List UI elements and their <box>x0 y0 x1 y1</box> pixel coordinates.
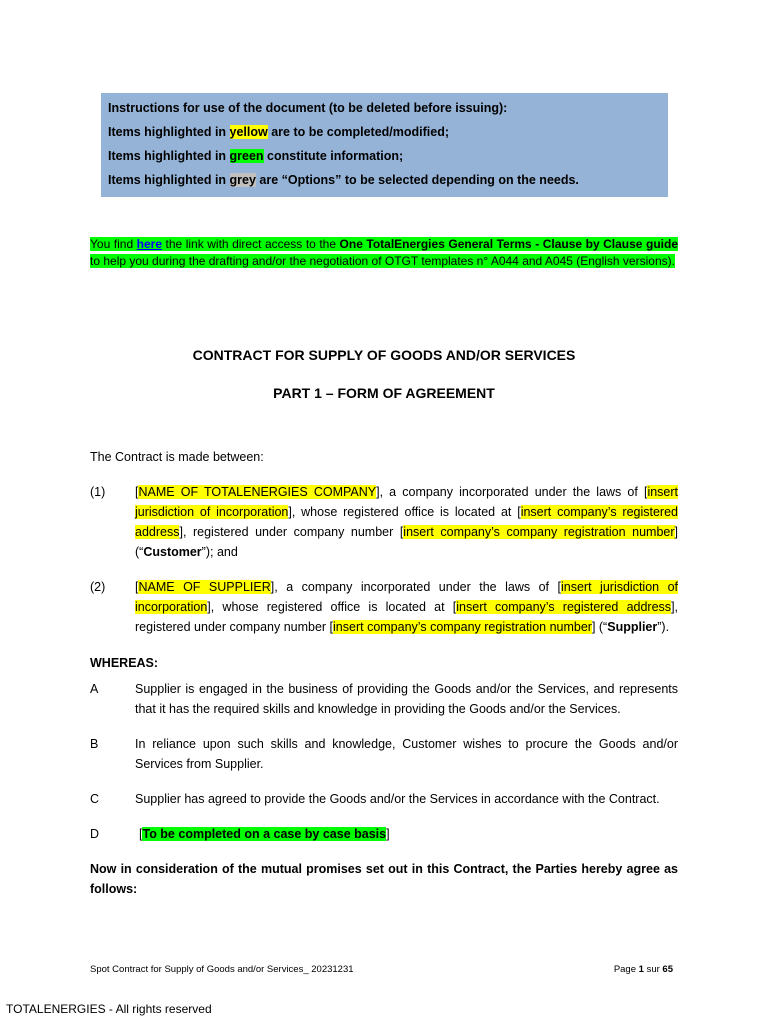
placeholder-registration: insert company’s company registration number <box>333 620 592 634</box>
instructions-text: are to be completed/modified; <box>267 125 450 139</box>
footer-document-name: Spot Contract for Supply of Goods and/or Services_ 20231231 <box>90 964 354 975</box>
instructions-text: Items highlighted in <box>108 173 230 187</box>
clause-text: ], whose registered office is located at [ <box>288 505 521 519</box>
placeholder-supplier-name: NAME OF SUPPLIER <box>138 580 271 594</box>
agreement-statement: Now in consideration of the mutual promises set out in this Contract, the Parties hereby agree as follows: <box>90 862 678 896</box>
placeholder-jurisdiction: insert jurisdiction of incorporation <box>135 485 679 519</box>
recital-text: In reliance upon such skills and knowledge, Customer wishes to procure the Goods and/or Services from Supplier. <box>135 737 678 771</box>
instructions-yellow-line <box>108 120 661 144</box>
page-label: Page <box>613 964 639 975</box>
clause-text: ], a company incorporated under the laws of [ <box>270 580 561 594</box>
clause-text: ] (“ <box>591 620 608 634</box>
party2-defined-term: Supplier <box>607 620 658 634</box>
instructions-box <box>101 93 668 197</box>
bracket: ] <box>386 827 390 841</box>
placeholder-address: insert company’s registered address <box>456 600 672 614</box>
clause-text: ], registered under company number [ <box>135 600 679 634</box>
document-title: CONTRACT FOR SUPPLY OF GOODS AND/OR SERVICES <box>192 347 576 363</box>
yellow-highlight-sample: yellow <box>229 125 268 139</box>
bracket: [ <box>139 827 143 841</box>
party1-number: (1) <box>90 485 106 499</box>
clause-text: [ <box>135 580 139 594</box>
clause-text: ], whose registered office is located at [ <box>207 600 457 614</box>
recital-d-placeholder: To be completed on a case by case basis <box>142 827 387 841</box>
guide-link[interactable]: here <box>136 237 162 251</box>
recital-letter: C <box>90 792 100 806</box>
page-total: 65 <box>662 964 673 975</box>
intro-text: The Contract is made between: <box>90 450 264 464</box>
instructions-grey-line <box>108 168 661 192</box>
instructions-text: constitute information; <box>263 149 404 163</box>
clause-text: ] (“ <box>135 525 678 559</box>
instructions-text: Items highlighted in <box>108 149 230 163</box>
recital-letter: D <box>90 827 100 841</box>
clause-text: ], registered under company number [ <box>179 525 404 539</box>
rights-notice: TOTALENERGIES - All rights reserved <box>6 1002 212 1016</box>
placeholder-jurisdiction: insert jurisdiction of incorporation <box>135 580 679 614</box>
instructions-text: Items highlighted in <box>108 125 230 139</box>
guide-bold-title: One TotalEnergies General Terms - Clause by Clause guide <box>339 237 678 251</box>
guide-text: You find <box>90 237 137 251</box>
party1-clause <box>135 482 678 562</box>
page-current: 1 <box>638 964 644 975</box>
page-label: sur <box>643 964 663 975</box>
guide-text: the link with direct access to the <box>162 237 340 251</box>
clause-text: ”). <box>657 620 670 634</box>
placeholder-address: insert company’s registered address <box>135 505 678 539</box>
instructions-green-line <box>108 144 661 168</box>
recital-text <box>139 824 390 844</box>
clause-text: ”); and <box>201 545 238 559</box>
party2-number: (2) <box>90 580 106 594</box>
clause-text: [ <box>135 485 139 499</box>
document-subtitle: PART 1 – FORM OF AGREEMENT <box>273 385 495 401</box>
party1-defined-term: Customer <box>143 545 202 559</box>
instructions-text: are “Options” to be selected depending on the needs. <box>255 173 579 187</box>
recital-text: Supplier is engaged in the business of providing the Goods and/or the Services, and represents that it has the required skills and knowledge in providing the Goods and/or the Services. <box>135 682 678 716</box>
placeholder-registration: insert company’s company registration number <box>403 525 675 539</box>
recital-letter: B <box>90 737 99 751</box>
clause-text: ], a company incorporated under the laws of [ <box>376 485 648 499</box>
placeholder-company-name: NAME OF TOTALENERGIES COMPANY <box>138 485 377 499</box>
whereas-heading: WHEREAS: <box>90 656 159 670</box>
green-highlight-sample: green <box>229 149 264 163</box>
party2-clause <box>135 577 678 637</box>
guide-text: to help you during the drafting and/or the negotiation of OTGT templates n° A044 and A045 (English versions). <box>90 254 675 268</box>
grey-highlight-sample: grey <box>229 173 256 187</box>
recital-text: Supplier has agreed to provide the Goods and/or the Services in accordance with the Contract. <box>135 792 660 806</box>
guide-paragraph <box>90 236 678 270</box>
recital-letter: A <box>90 682 99 696</box>
guide-highlight <box>90 237 678 268</box>
instructions-heading: Instructions for use of the document (to be deleted before issuing): <box>108 101 508 115</box>
footer-page-number <box>614 964 673 975</box>
